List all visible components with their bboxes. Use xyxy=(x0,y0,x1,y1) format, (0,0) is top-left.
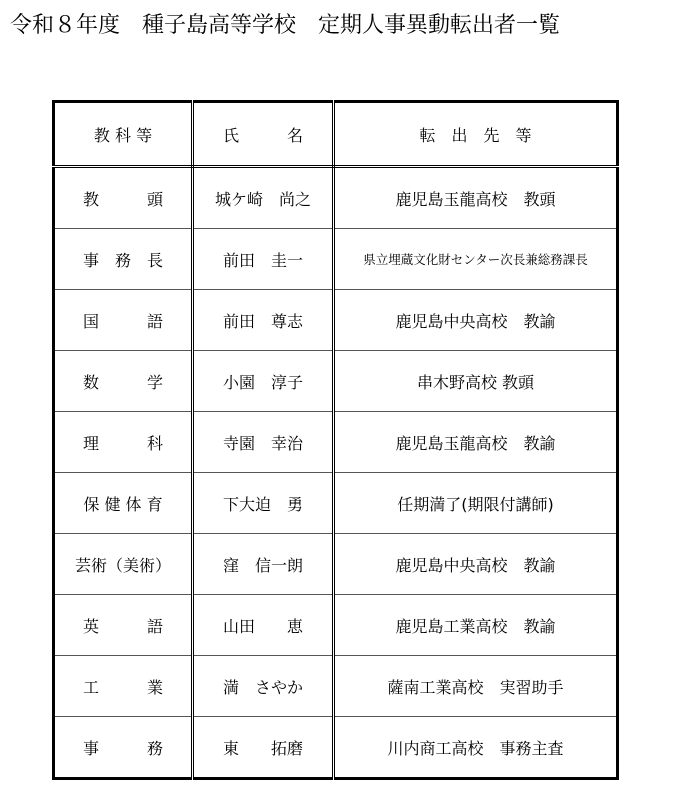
destination-cell: 川内商工高校 事務主査 xyxy=(334,717,618,779)
name-cell: 満 さやか xyxy=(193,656,334,717)
subject-cell: 教 頭 xyxy=(54,167,193,229)
name-cell: 小園 淳子 xyxy=(193,351,334,412)
subject-cell: 保 健 体 育 xyxy=(54,473,193,534)
subject-cell: 数 学 xyxy=(54,351,193,412)
destination-cell: 串木野高校 教頭 xyxy=(334,351,618,412)
destination-cell: 鹿児島工業高校 教諭 xyxy=(334,595,618,656)
name-cell: 前田 尊志 xyxy=(193,290,334,351)
subject-cell: 英 語 xyxy=(54,595,193,656)
table-row xyxy=(54,595,618,656)
subject-cell: 事 務 xyxy=(54,717,193,779)
destination-cell: 県立埋蔵文化財センター次長兼総務課長 xyxy=(334,229,618,290)
name-cell: 山田 恵 xyxy=(193,595,334,656)
table-row xyxy=(54,229,618,290)
header-destination: 転 出 先 等 xyxy=(334,102,618,167)
page-title: 令和８年度 種子島高等学校 定期人事異動転出者一覧 xyxy=(10,13,561,38)
destination-cell: 薩南工業高校 実習助手 xyxy=(334,656,618,717)
destination-cell: 鹿児島中央高校 教諭 xyxy=(334,290,618,351)
table-header-row xyxy=(54,102,618,167)
table-row xyxy=(54,656,618,717)
table-row xyxy=(54,534,618,595)
header-subject: 教 科 等 xyxy=(54,102,193,167)
destination-cell: 鹿児島中央高校 教諭 xyxy=(334,534,618,595)
subject-cell: 工 業 xyxy=(54,656,193,717)
subject-cell: 理 科 xyxy=(54,412,193,473)
destination-cell: 鹿児島玉龍高校 教諭 xyxy=(334,412,618,473)
name-cell: 城ケ崎 尚之 xyxy=(193,167,334,229)
name-cell: 前田 圭一 xyxy=(193,229,334,290)
name-cell: 東 拓磨 xyxy=(193,717,334,779)
destination-cell: 鹿児島玉龍高校 教頭 xyxy=(334,167,618,229)
transfer-table xyxy=(52,100,619,780)
table-row xyxy=(54,412,618,473)
subject-cell: 芸術（美術） xyxy=(54,534,193,595)
header-name: 氏 名 xyxy=(193,102,334,167)
table-row xyxy=(54,717,618,779)
destination-cell: 任期満了(期限付講師) xyxy=(334,473,618,534)
subject-cell: 事 務 長 xyxy=(54,229,193,290)
subject-cell: 国 語 xyxy=(54,290,193,351)
name-cell: 寺園 幸治 xyxy=(193,412,334,473)
table-row xyxy=(54,351,618,412)
name-cell: 窪 信一朗 xyxy=(193,534,334,595)
table-row xyxy=(54,473,618,534)
table-row xyxy=(54,290,618,351)
table-row xyxy=(54,167,618,229)
name-cell: 下大迫 勇 xyxy=(193,473,334,534)
